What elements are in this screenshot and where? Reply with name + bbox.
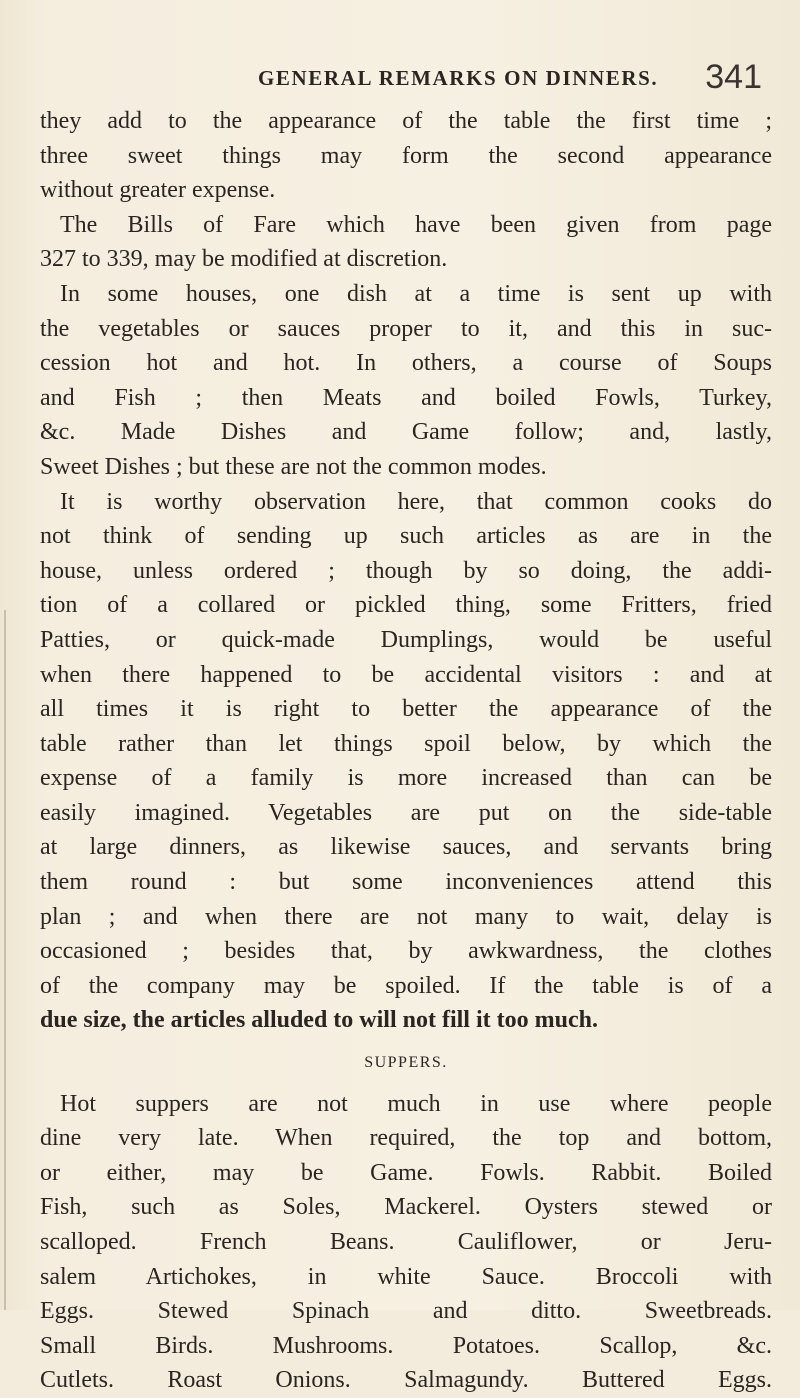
page-edge-shadow: [4, 610, 6, 1310]
text-line: tion of a collared or pickled thing, some Fritters, fried: [40, 592, 772, 619]
text-line: at large dinners, as likewise sauces, and servants bring: [40, 834, 772, 861]
text-line: table rather than let things spoil below, by which the: [40, 730, 772, 757]
text-line: easily imagined. Vegetables are put on the side-table: [40, 799, 772, 826]
text-line: Sweet Dishes ; but these are not the common modes.: [40, 453, 547, 480]
text-line: dine very late. When required, the top and bottom,: [40, 1125, 772, 1152]
text-line: when there happened to be accidental visitors : and at: [40, 661, 772, 688]
text-line: expense of a family is more increased than can be: [40, 765, 772, 792]
page-header: [258, 58, 778, 98]
text-line: 327 to 339, may be modified at discretion.: [40, 246, 448, 273]
text-line: Hot suppers are not much in use where people: [60, 1090, 772, 1117]
body-text: [40, 104, 772, 1398]
text-line: and Fish ; then Meats and boiled Fowls, Turkey,: [40, 384, 772, 411]
text-line: Cutlets. Roast Onions. Salmagundy. Buttered Eggs.: [40, 1367, 772, 1394]
text-line: them round : but some inconveniences attend this: [40, 869, 772, 896]
text-line: they add to the appearance of the table the first time ;: [40, 108, 772, 134]
text-line: all times it is right to better the appearance of the: [40, 696, 772, 723]
text-line: The Bills of Fare which have been given from page: [60, 211, 772, 238]
text-line: salem Artichokes, in white Sauce. Broccoli with: [40, 1263, 772, 1290]
text-line: Eggs. Stewed Spinach and ditto. Sweetbreads.: [40, 1298, 772, 1325]
text-line: plan ; and when there are not many to wait, delay is: [40, 903, 772, 930]
text-line: three sweet things may form the second appearance: [40, 142, 772, 169]
text-line: It is worthy observation here, that common cooks do: [60, 488, 772, 515]
text-line: due size, the articles alluded to will not fill it too much.: [40, 1007, 598, 1034]
text-line: cession hot and hot. In others, a course of Soups: [40, 350, 772, 377]
section-heading: SUPPERS.: [364, 1054, 448, 1072]
text-line: In some houses, one dish at a time is sent up with: [60, 280, 772, 307]
text-line: Fish, such as Soles, Mackerel. Oysters stewed or: [40, 1194, 772, 1221]
text-line: occasioned ; besides that, by awkwardness, the clothes: [40, 938, 772, 965]
text-line: of the company may be spoiled. If the table is of a: [40, 972, 772, 999]
text-line: without greater expense.: [40, 177, 276, 204]
text-line: the vegetables or sauces proper to it, and this in suc-: [40, 315, 772, 342]
text-line: not think of sending up such articles as are in the: [40, 523, 772, 550]
text-line: Small Birds. Mushrooms. Potatoes. Scallop, &c.: [40, 1332, 772, 1359]
text-line: or either, may be Game. Fowls. Rabbit. Boiled: [40, 1159, 772, 1186]
text-line: &c. Made Dishes and Game follow; and, lastly,: [40, 419, 772, 446]
text-line: house, unless ordered ; though by so doing, the addi-: [40, 557, 772, 584]
text-line: scalloped. French Beans. Cauliflower, or Jeru-: [40, 1229, 772, 1255]
page-number: 341: [705, 58, 762, 96]
running-head: GENERAL REMARKS ON DINNERS.: [258, 66, 659, 90]
text-line: Patties, or quick-made Dumplings, would be useful: [40, 626, 772, 653]
